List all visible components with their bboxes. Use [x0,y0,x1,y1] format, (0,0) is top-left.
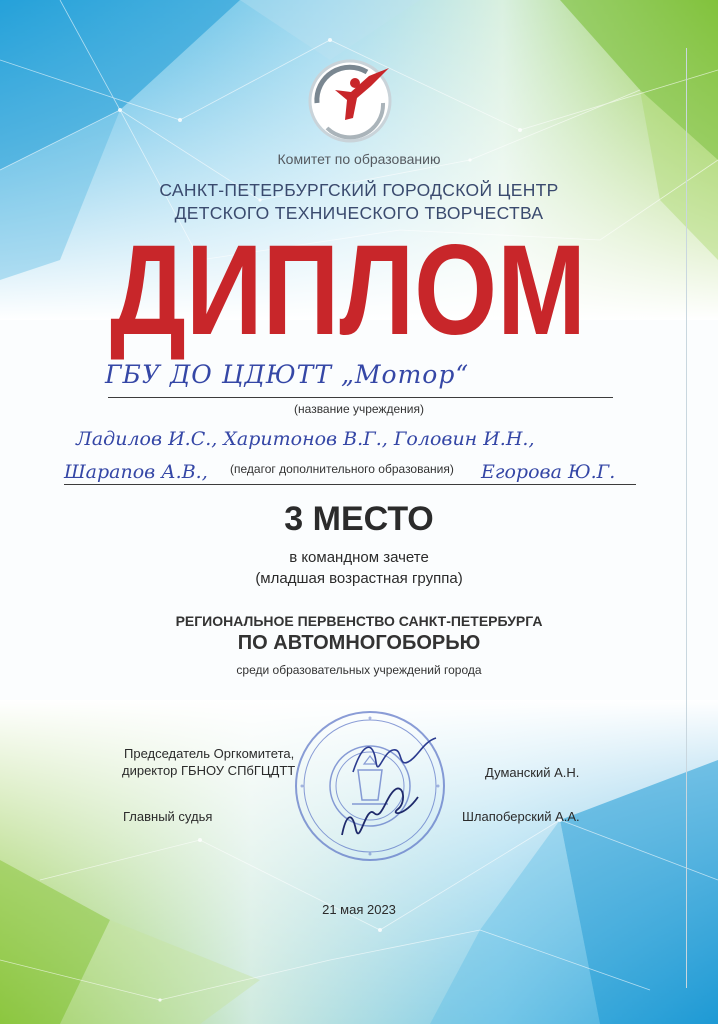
issue-date: 21 мая 2023 [322,902,396,917]
chair-name: Думанский А.Н. [485,765,580,780]
event-title-line1: РЕГИОНАЛЬНОЕ ПЕРВЕНСТВО САНКТ-ПЕТЕРБУРГА [175,613,543,629]
judge-signature [334,775,424,845]
teachers-caption: (педагог дополнительного образования) [230,462,454,476]
chair-title-line1: Председатель Оргкомитета, [124,746,295,761]
organization-name-line2: ДЕТСКОГО ТЕХНИЧЕСКОГО ТВОРЧЕСТВА [174,203,544,223]
institution-underline [108,397,613,398]
teachers-handwritten-line1: Ладилов И.С., Харитонов В.Г., Головин И.Н., [76,428,535,450]
institution-caption: (название учреждения) [294,402,424,416]
award-place: 3 МЕСТО [284,500,434,538]
center-logo-icon [307,58,393,144]
judge-label: Главный судья [123,809,213,824]
chair-title-line2: директор ГБНОУ СПбГЦДТТ [122,763,296,778]
event-title-line2: ПО АВТОМНОГОБОРЬЮ [237,632,481,654]
judge-name: Шлапоберский А.А. [462,809,580,824]
award-category: в командном зачете [289,549,429,566]
award-age-group: (младшая возрастная группа) [255,570,463,587]
event-subtitle: среди образовательных учреждений города [236,663,482,677]
organization-name-line1: САНКТ-ПЕТЕРБУРГСКИЙ ГОРОДСКОЙ ЦЕНТР [159,180,559,200]
committee-name: Комитет по образованию [277,151,441,167]
diploma-title-text: ДИПЛОМ [110,219,586,362]
teachers-handwritten-line2a: Шарапов А.В., [64,461,208,483]
institution-handwritten: ГБУ ДО ЦДЮТТ „Мотор“ [105,360,470,389]
diploma-title [108,219,588,362]
teachers-handwritten-line2b: Егорова Ю.Г. [481,461,616,483]
teachers-underline [64,484,636,485]
